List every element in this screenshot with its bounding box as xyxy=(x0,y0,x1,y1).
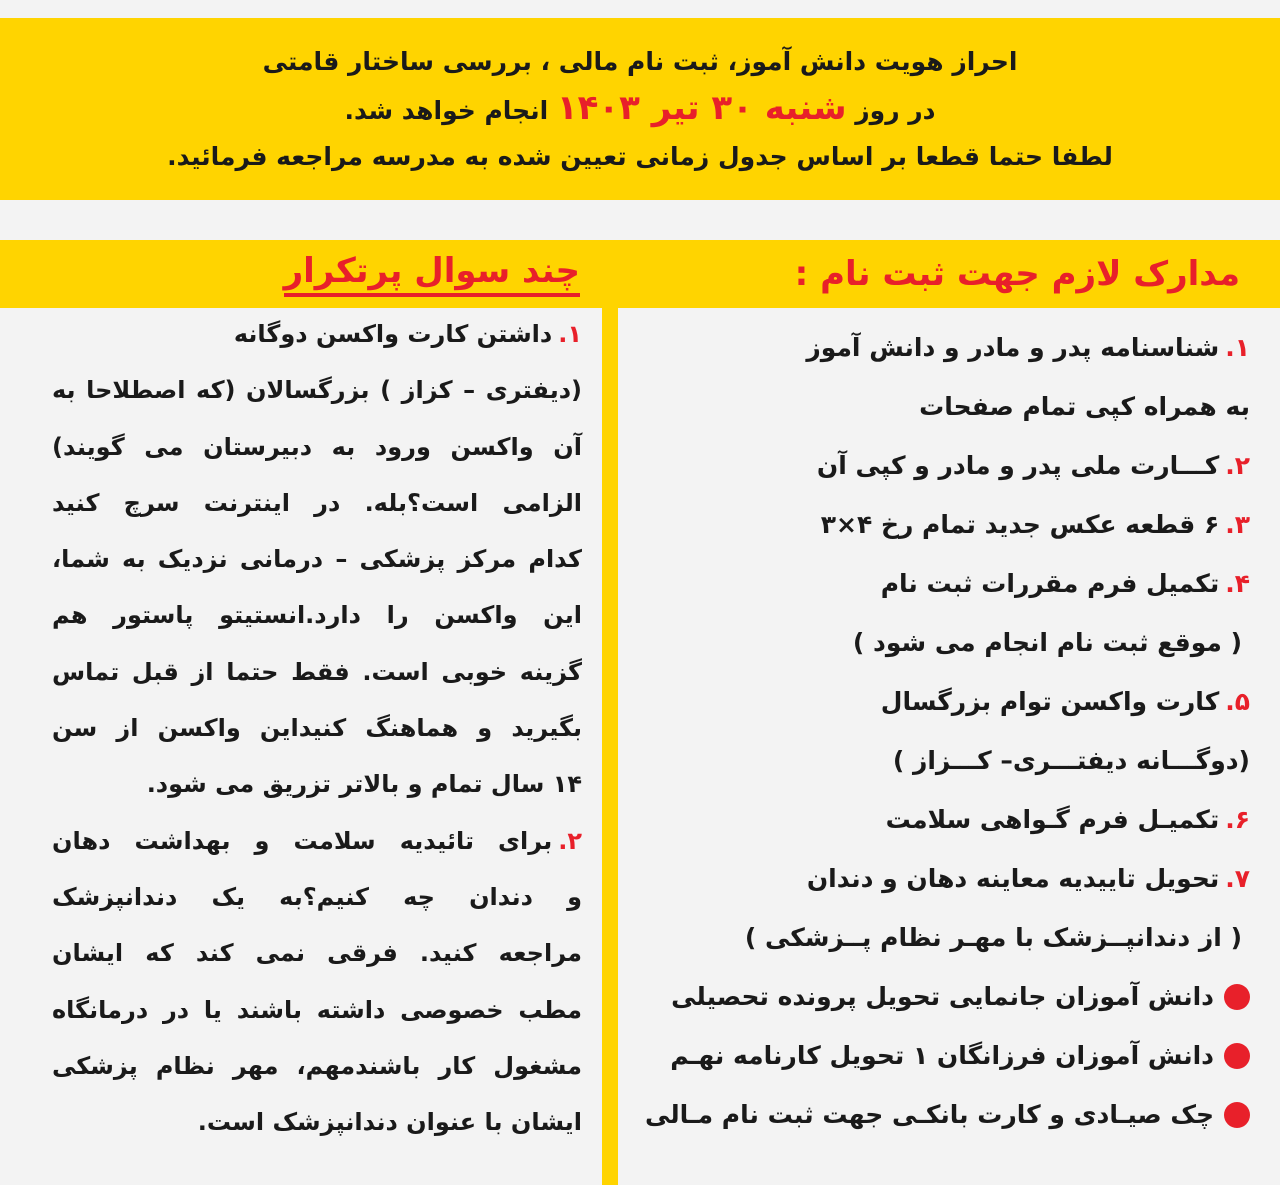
faq-line: (دیفتری – کزاز ) بزرگسالان (که اصطلاحا به xyxy=(52,376,582,405)
faq-line: مشغول کار باشندمهم، مهر نظام پزشکی xyxy=(52,1051,582,1080)
faq-line: الزامی است؟بله. در اینترنت سرچ کنید xyxy=(52,488,582,517)
bullet-item: دانش آموزان فرزانگان ۱ تحویل کارنامه نهـم xyxy=(640,1026,1250,1085)
banner-line-3: لطفا حتما قطعا بر اساس جدول زمانی تعیین شده به مدرسه مراجعه فرمائید. xyxy=(167,141,1113,171)
document-item: ۱. شناسنامه پدر و مادر و دانش آموز xyxy=(806,333,1250,362)
document-item: ۷. تحویل تاییدیه معاینه دهان و دندان xyxy=(806,864,1250,893)
documents-header xyxy=(618,240,1280,308)
banner-date-suffix: انجام خواهد شد. xyxy=(344,95,549,125)
column-divider xyxy=(602,240,618,1185)
bullet-item: چک صیـادی و کارت بانکـی جهت ثبت نام مـالی xyxy=(640,1085,1250,1144)
red-dot-icon xyxy=(1224,1043,1250,1069)
faq-line: ایشان با عنوان دندانپزشک است. xyxy=(197,1108,582,1137)
faq-header xyxy=(0,240,602,308)
document-item: ۲. کـــارت ملی پدر و مادر و کپی آن xyxy=(816,451,1250,480)
red-dot-icon xyxy=(1224,984,1250,1010)
document-item: ( از دندانپــزشک با مهـر نظام پــزشکی ) xyxy=(744,923,1242,952)
banner-line-1: احراز هویت دانش آموز، ثبت نام مالی ، بررسی ساختار قامتی xyxy=(262,46,1018,76)
faq-line: گزینه خوبی است. فقط حتما از قبل تماس xyxy=(52,657,582,686)
faq-line: ۱۴ سال تمام و بالاتر تزریق می شود. xyxy=(146,770,582,799)
document-item: ۵. کارت واکسن توام بزرگسال xyxy=(880,687,1250,716)
banner-line-2 xyxy=(344,87,936,129)
faq-line: ۲.برای تائیدیه سلامت و بهداشت دهان xyxy=(52,826,582,855)
faq-line: کدام مرکز پزشکی – درمانی نزدیک به شما، xyxy=(52,545,582,574)
banner-date-prefix: در روز xyxy=(855,95,936,125)
bullet-item: دانش آموزان جانمایی تحویل پرونده تحصیلی xyxy=(640,967,1250,1026)
document-item: ( موقع ثبت نام انجام می شود ) xyxy=(852,628,1242,657)
faq-title: چند سوال پرتکرار xyxy=(284,251,580,297)
faq-line: بگیرید و هماهنگ کنیداین واکسن از سن xyxy=(52,714,582,743)
document-item: ۴. تکمیل فرم مقررات ثبت نام xyxy=(880,569,1250,598)
document-item: به همراه کپی تمام صفحات xyxy=(919,392,1250,421)
documents-title: مدارک لازم جهت ثبت نام : xyxy=(794,254,1240,294)
red-dot-icon xyxy=(1224,1102,1250,1128)
faq-line: این واکسن را دارد.انستیتو پاستور هم xyxy=(52,601,582,630)
faq-line: مطب خصوصی داشته باشند یا در درمانگاه xyxy=(52,995,582,1024)
faq-line: و دندان چه کنیم؟به یک دندانپزشک xyxy=(52,882,582,911)
announcement-banner xyxy=(0,18,1280,200)
banner-date-highlight: شنبه ۳۰ تیر ۱۴۰۳ xyxy=(556,87,847,128)
document-item: ۶. تکمیـل فرم گـواهی سلامت xyxy=(885,805,1250,834)
faq-body xyxy=(52,306,582,1150)
document-item: (دوگـــانه دیفتـــری– کـــزاز ) xyxy=(892,746,1250,775)
documents-list xyxy=(640,318,1250,1144)
faq-line: مراجعه کنید. فرقی نمی کند که ایشان xyxy=(52,939,582,968)
faq-line: آن واکسن ورود به دبیرستان می گویند) xyxy=(52,432,582,461)
document-item: ۳. ۶ قطعه عکس جدید تمام رخ ۴×۳ xyxy=(820,510,1250,539)
faq-line: ۱.داشتن کارت واکسن دوگانه xyxy=(233,320,582,348)
